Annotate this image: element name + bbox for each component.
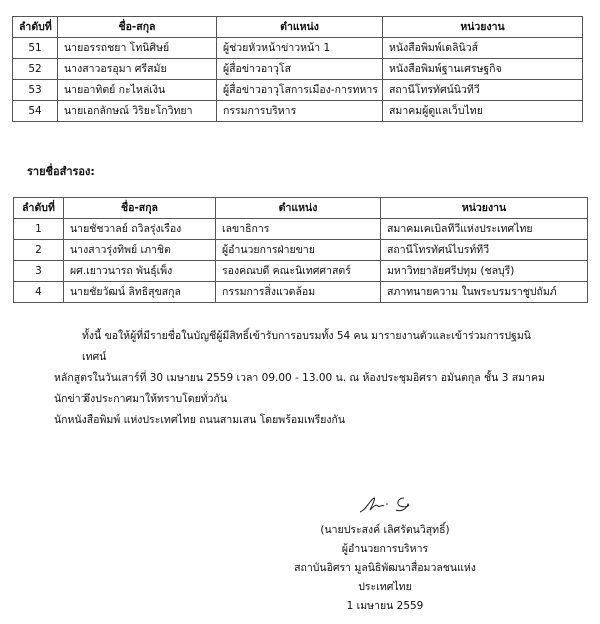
row-org: สมาคมเคเบิลทีวีแห่งประเทศไทย xyxy=(381,219,588,240)
announcement-paragraph xyxy=(54,326,554,431)
table-row xyxy=(14,240,588,261)
reserve-list-table xyxy=(13,197,588,303)
row-org: หนังสือพิมพ์ฐานเศรษฐกิจ xyxy=(383,59,583,80)
row-position: ผู้ช่วยหัวหน้าข่าวหน้า 1 xyxy=(217,38,383,59)
header-org: หน่วยงาน xyxy=(381,198,588,219)
header-position: ตำแหน่ง xyxy=(217,17,383,38)
header-name: ชื่อ-สกุล xyxy=(64,198,216,219)
row-position: ผู้อำนวยการฝ่ายขาย xyxy=(216,240,381,261)
row-position: กรรมการบริหาร xyxy=(217,101,383,122)
table-row xyxy=(13,101,583,122)
row-position: ผู้สื่อข่าวอาวุโส xyxy=(217,59,383,80)
signature-date: 1 เมษายน 2559 xyxy=(346,600,424,612)
row-name: นายชัชวาลย์ ถวิลรุ่งเรือง xyxy=(64,219,216,240)
row-no: 52 xyxy=(13,59,58,80)
row-name: นายชัยวัฒน์ ลิทธิสุขสกุล xyxy=(64,282,216,303)
signatory-institution: สถาบันอิศรา มูลนิธิพัฒนาสื่อมวลชนแห่งประเทศไทย xyxy=(294,562,476,593)
row-org: มหาวิทยาลัยศรีปทุม (ชลบุรี) xyxy=(381,261,588,282)
signature-block xyxy=(270,521,500,616)
row-position: รองคณบดี คณะนิเทศศาสตร์ xyxy=(216,261,381,282)
row-name: นางสาวอรอุมา ศรีสมัย xyxy=(58,59,217,80)
row-org: สมาคมผู้ดูแลเว็บไทย xyxy=(383,101,583,122)
row-no: 53 xyxy=(13,80,58,101)
main-list-table xyxy=(12,16,583,122)
signature-icon xyxy=(356,492,416,518)
signatory-title: ผู้อำนวยการบริหาร xyxy=(341,543,429,555)
table-header-row xyxy=(13,17,583,38)
row-org: สภาทนายความ ในพระบรมราชูปถัมภ์ xyxy=(381,282,588,303)
row-org: สถานีโทรทัศน์นิวทีวี xyxy=(383,80,583,101)
table-header-row xyxy=(14,198,588,219)
announcement-line: นักหนังสือพิมพ์ แห่งประเทศไทย ถนนสามเสน โดยพร้อมเพรียงกัน xyxy=(54,414,346,426)
row-no: 54 xyxy=(13,101,58,122)
announcement-line: ทั้งนี้ ขอให้ผู้ที่มีรายชื่อในบัญชีผู้มีสิทธิ์เข้ารับการอบรมทั้ง 54 คน มารายงานตัวและเข้าร่วมการปฐมนิเทศน์ xyxy=(82,330,531,363)
row-position: กรรมการสิ่งแวดล้อม xyxy=(216,282,381,303)
row-no: 1 xyxy=(14,219,64,240)
table-row xyxy=(14,282,588,303)
row-org: หนังสือพิมพ์เดลินิวส์ xyxy=(383,38,583,59)
row-name: นายเอกลักษณ์ วิริยะโกวิทยา xyxy=(58,101,217,122)
row-no: 51 xyxy=(13,38,58,59)
table-row xyxy=(14,261,588,282)
announcement-line: หลักสูตรในวันเสาร์ที่ 30 เมษายน 2559 เวลา 09.00 - 13.00 น. ณ ห้องประชุมอิศรา อมันตกุล ชั้น 3 สมาคมนักข่าว xyxy=(54,372,545,405)
header-org: หน่วยงาน xyxy=(383,17,583,38)
row-name: นายอาทิตย์ กะไหล่เงิน xyxy=(58,80,217,101)
signatory-name: (นายประสงค์ เลิศรัตนวิสุทธิ์) xyxy=(320,524,450,536)
header-no: ลำดับที่ xyxy=(13,17,58,38)
table-row xyxy=(14,219,588,240)
row-org: สถานีโทรทัศน์ไบรท์ทีวี xyxy=(381,240,588,261)
header-no: ลำดับที่ xyxy=(14,198,64,219)
row-name: นายอรรถชยา โทนิศิษย์ xyxy=(58,38,217,59)
header-position: ตำแหน่ง xyxy=(216,198,381,219)
row-no: 4 xyxy=(14,282,64,303)
row-name: ผศ.เยาวนารถ พันธุ์เพ็ง xyxy=(64,261,216,282)
row-no: 2 xyxy=(14,240,64,261)
row-no: 3 xyxy=(14,261,64,282)
closing-statement: จึงประกาศมาให้ทราบโดยทั่วกัน xyxy=(84,393,228,405)
table-row xyxy=(13,59,583,80)
table-row xyxy=(13,38,583,59)
reserve-list-title: รายชื่อสำรอง: xyxy=(27,165,95,178)
table-row xyxy=(13,80,583,101)
row-position: ผู้สื่อข่าวอาวุโสการเมือง-การทหาร xyxy=(217,80,383,101)
header-name: ชื่อ-สกุล xyxy=(58,17,217,38)
row-position: เลขาธิการ xyxy=(216,219,381,240)
row-name: นางสาวรุ่งทิพย์ เภาชิต xyxy=(64,240,216,261)
